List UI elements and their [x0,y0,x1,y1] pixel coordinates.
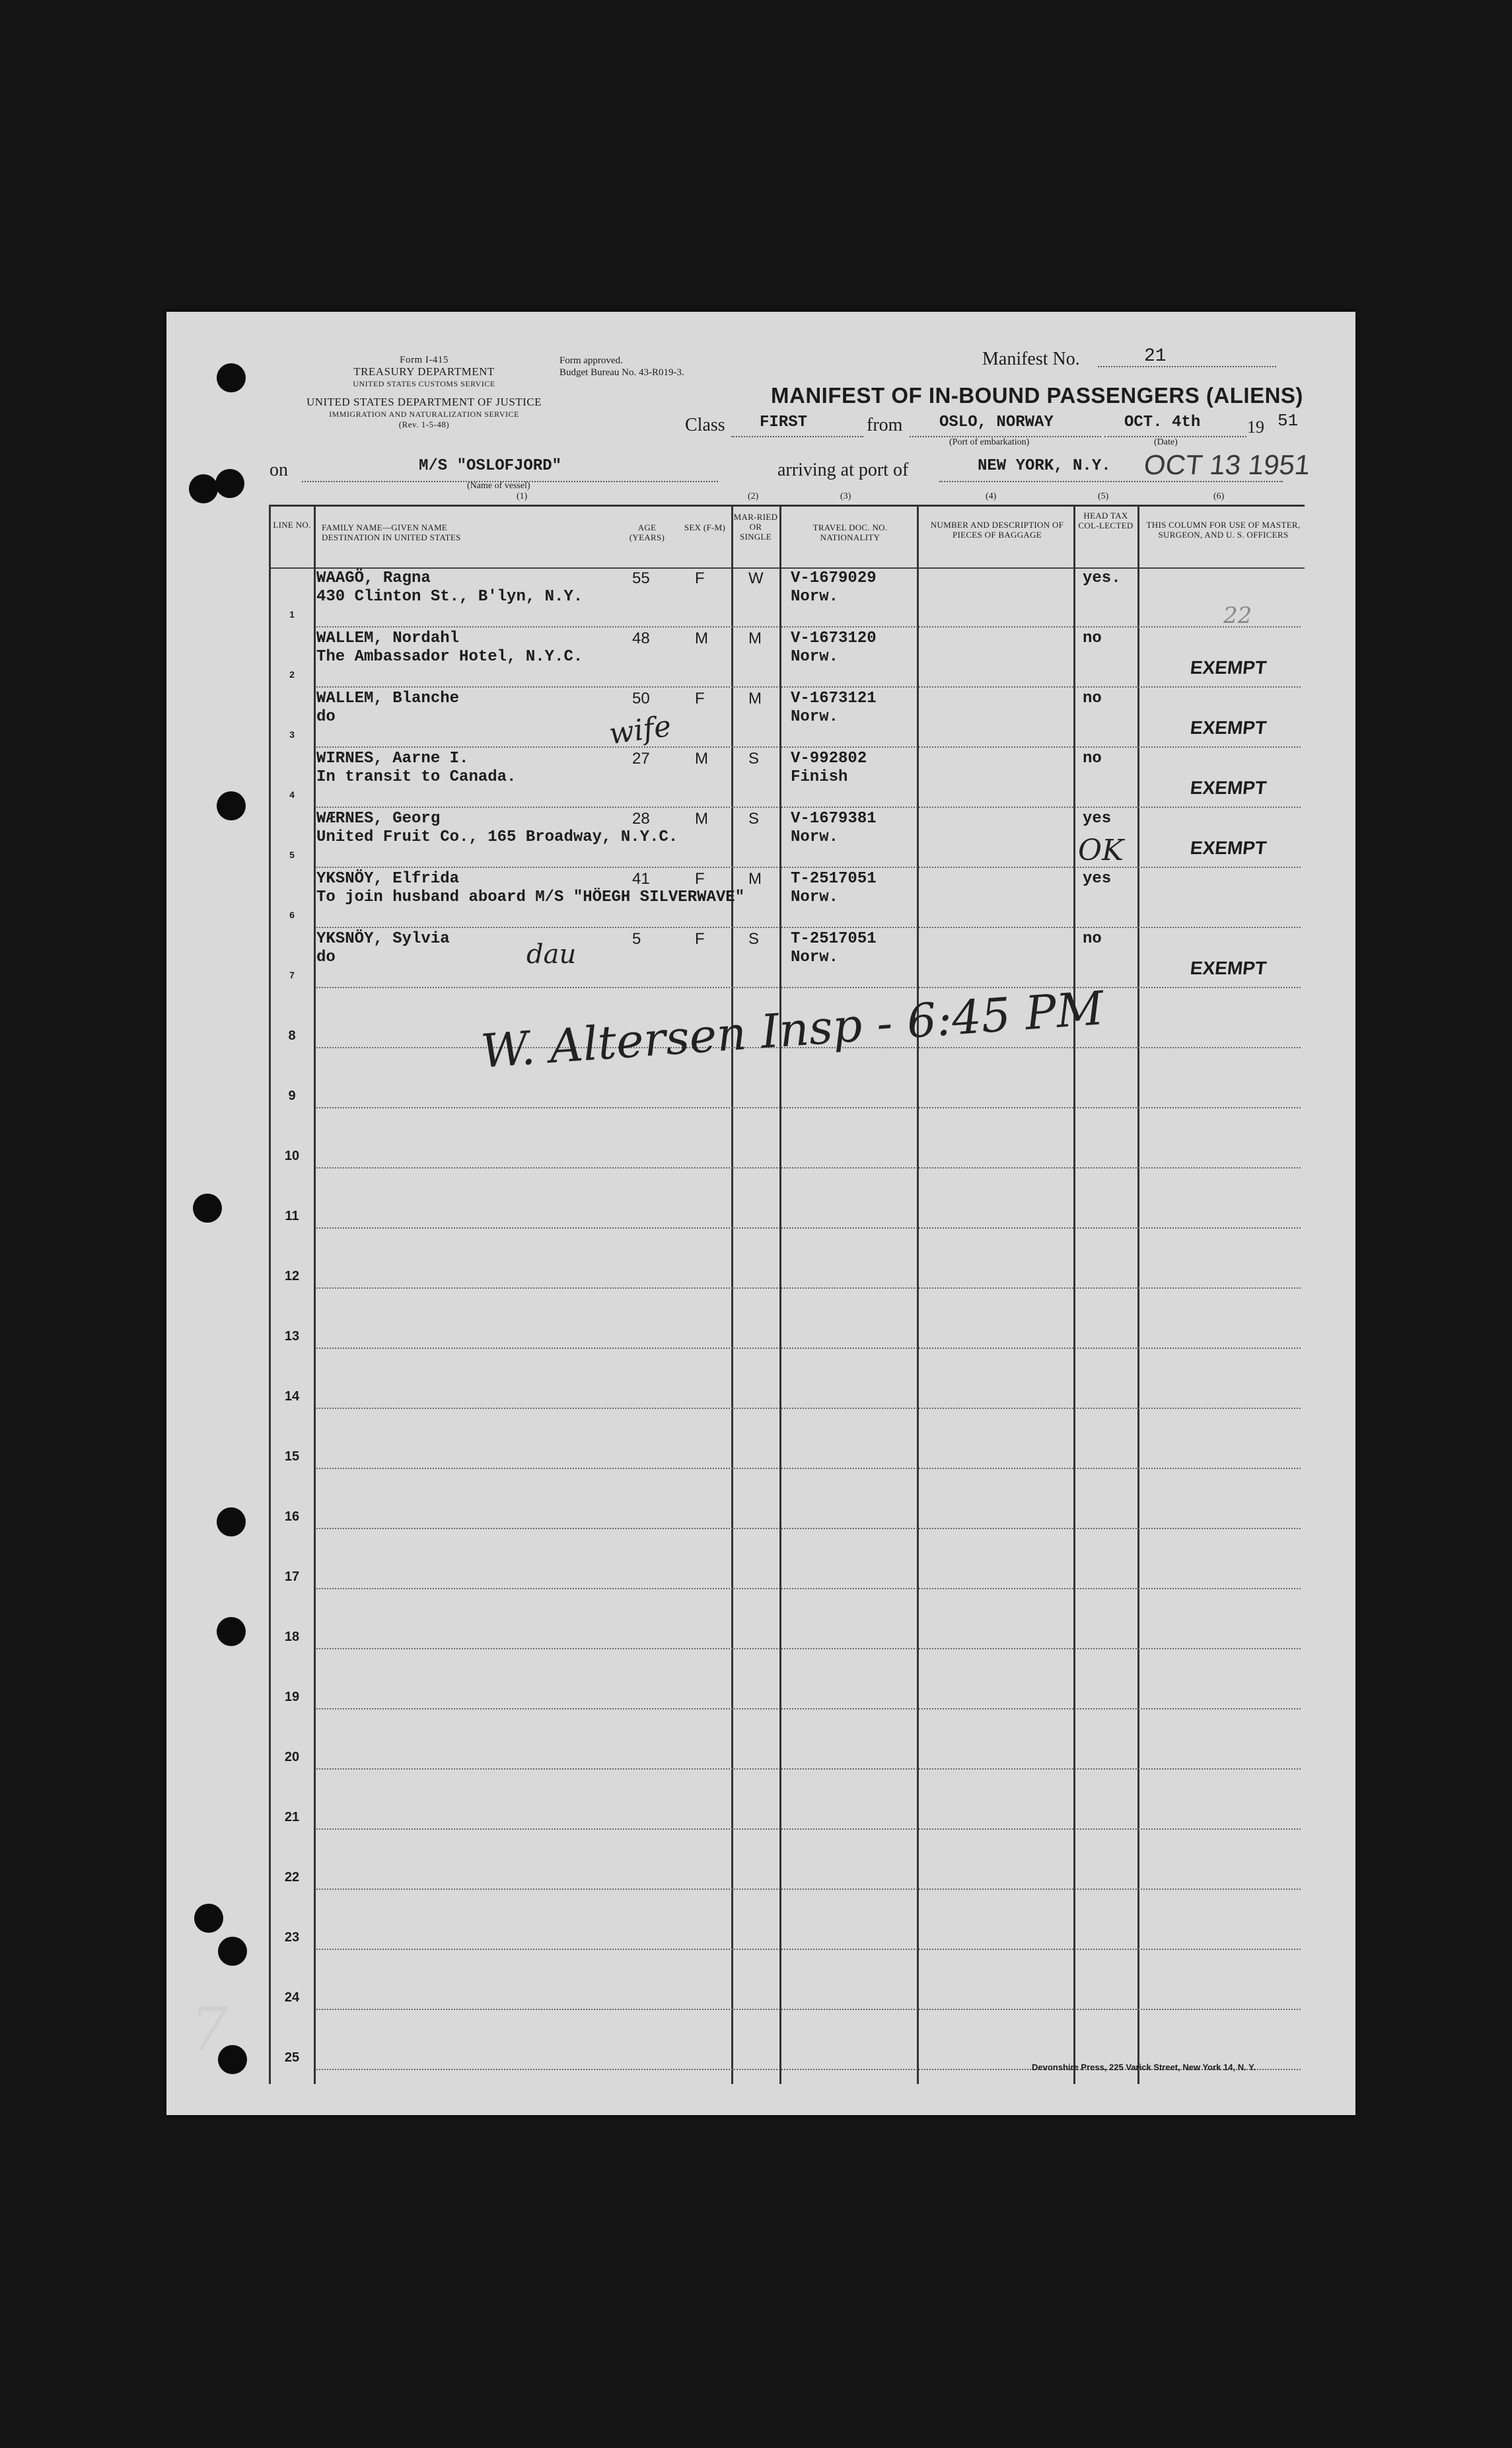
col-line-0 [269,507,271,2084]
row-separator [316,1287,1301,1289]
col-header-age: AGE (YEARS) [629,522,665,542]
row-separator [316,1708,1301,1710]
row-separator [316,1949,1301,1950]
col-line-6 [1137,507,1139,2084]
nationality: Norw. [791,949,839,966]
vessel-col-ref: (1) [517,491,528,501]
row-line-number: 8 [288,1028,296,1043]
head-tax: no [1083,930,1102,948]
passenger-name: WIRNES, Aarne I. [316,750,469,768]
passenger-name: YKSNÖY, Elfrida [316,870,460,888]
ok-mark: OK [1078,834,1124,867]
margin-mark: 22 [1223,602,1252,629]
passenger-age: 28 [632,810,650,828]
row-line-number: 3 [289,729,295,740]
justice-dept: UNITED STATES DEPARTMENT OF JUSTICE [306,396,542,408]
vessel-caption: (Name of vessel) [467,481,530,491]
head-tax: yes [1083,810,1112,828]
punch-hole [218,1937,247,1966]
punch-hole [217,1507,246,1536]
header-divider [269,567,1305,569]
travel-doc-number: V-992802 [791,750,867,768]
punch-hole [217,1617,246,1646]
officer-stamp: EXEMPT [1189,777,1268,798]
head-tax: yes. [1083,569,1121,587]
travel-doc-number: V-1679029 [791,569,877,587]
travel-doc-number: T-2517051 [791,930,877,948]
col-ref-3: (3) [840,491,851,501]
row-line-number: 18 [284,1630,300,1644]
row-line-number: 25 [284,2050,300,2065]
col-line-3 [779,507,781,2084]
passenger-destination: The Ambassador Hotel, N.Y.C. [316,648,583,666]
manifest-no-line [1098,366,1276,367]
passenger-marital: S [748,930,760,948]
col-ref-2: (2) [748,491,759,501]
officer-stamp: EXEMPT [1189,838,1268,858]
arrival-date-stamp: OCT 13 1951 [1142,449,1312,480]
treasury-dept: TREASURY DEPARTMENT [353,365,495,378]
travel-doc-number: T-2517051 [791,870,877,888]
col-ref-4: (4) [986,491,997,501]
embark-date: OCT. 4th [1124,414,1201,431]
passenger-age: 41 [632,870,650,888]
officer-stamp: EXEMPT [1189,717,1268,738]
passenger-sex: M [695,630,708,647]
year-value: 51 [1278,411,1299,431]
col-line-4 [917,507,919,2084]
col-ref-6: (6) [1213,491,1225,501]
officer-stamp: EXEMPT [1189,958,1268,978]
head-tax: no [1083,750,1102,768]
row-separator [316,1528,1301,1529]
col-header-tax: HEAD TAX COL-LECTED [1078,511,1134,530]
col-line-1 [314,507,316,2084]
row-line-number: 7 [289,970,295,980]
row-separator [316,927,1301,928]
row-line-number: 16 [284,1509,300,1524]
punch-hole [194,1904,223,1933]
passenger-age: 50 [632,690,650,707]
col-header-travel: TRAVEL DOC. NO. NATIONALITY [812,522,888,542]
punch-hole [217,791,246,820]
row-line-number: 12 [284,1269,300,1283]
row-line-number: 5 [289,849,295,860]
passenger-destination: 430 Clinton St., B'lyn, N.Y. [316,588,583,606]
arrival-port: NEW YORK, N.Y. [978,457,1111,475]
customs-service: UNITED STATES CUSTOMS SERVICE [353,379,495,388]
row-separator [316,1889,1301,1890]
passenger-name: WALLEM, Blanche [316,690,460,707]
col-header-baggage: NUMBER AND DESCRIPTION OF PIECES OF BAGGAGE [930,520,1064,540]
passenger-sex: F [695,870,705,888]
revision: (Rev. 1-5-48) [398,419,450,429]
vessel-name: M/S "OSLOFJORD" [419,457,562,475]
row-separator [316,1648,1301,1649]
travel-doc-number: V-1679381 [791,810,877,828]
officer-stamp: EXEMPT [1189,657,1268,678]
manifest-title: MANIFEST OF IN-BOUND PASSENGERS (ALIENS) [771,383,1303,408]
row-separator [316,1348,1301,1349]
row-separator [316,1768,1301,1770]
row-line-number: 2 [289,669,295,680]
col-line-2 [731,507,733,2084]
row-separator [316,1167,1301,1169]
passenger-marital: S [748,810,760,828]
row-separator [316,867,1301,868]
passenger-name: WÆRNES, Georg [316,810,441,828]
passenger-marital: W [748,569,764,587]
class-label: Class [685,415,725,435]
row-separator [316,1828,1301,1830]
manifest-number: 21 [1144,346,1167,367]
row-line-number: 19 [284,1690,300,1704]
passenger-marital: M [748,630,762,647]
row-line-number: 24 [284,1990,300,2005]
row-line-number: 1 [289,609,295,620]
punch-hole [189,474,218,503]
passenger-destination: In transit to Canada. [316,768,517,786]
printer-imprint: Devonshire Press, 225 Varick Street, New York 14, N. Y. [1032,2062,1256,2072]
wife-annotation: wife [606,709,674,752]
punch-hole [193,1194,222,1223]
head-tax: no [1083,690,1102,707]
col-header-line: LINE NO. [273,520,311,530]
embarkation-caption: (Port of embarkation) [949,437,1030,447]
row-line-number: 23 [284,1930,300,1945]
passenger-sex: F [695,930,705,948]
row-line-number: 6 [289,910,295,920]
passenger-marital: M [748,870,762,888]
inspector-signature: W. Altersen Insp - 6:45 PM [479,981,1106,1079]
row-line-number: 17 [284,1569,300,1584]
col-header-sex: SEX (F-M) [684,522,726,532]
class-value: FIRST [760,414,808,431]
nationality: Norw. [791,888,839,906]
col-header-name: FAMILY NAME—GIVEN NAME DESTINATION IN UNITED STATES [322,522,461,542]
row-separator [316,2009,1301,2010]
row-separator [316,626,1301,628]
passenger-age: 55 [632,569,650,587]
row-line-number: 9 [288,1089,296,1103]
row-line-number: 15 [284,1449,300,1464]
row-line-number: 11 [285,1209,299,1223]
row-line-number: 20 [284,1750,300,1764]
passenger-marital: S [748,750,760,768]
row-line-number: 22 [284,1870,300,1885]
arriving-label: arriving at port of [777,460,909,480]
col-ref-5: (5) [1098,491,1109,501]
row-separator [316,1408,1301,1409]
embarkation-port: OSLO, NORWAY [939,414,1054,431]
punch-hole [217,363,246,392]
form-approved: Form approved. [559,355,623,366]
passenger-sex: F [695,690,705,707]
manifest-label: Manifest No. [982,349,1080,369]
col-header-officers: THIS COLUMN FOR USE OF MASTER, SURGEON, AND U. S. OFFICERS [1146,520,1301,540]
passenger-destination: United Fruit Co., 165 Broadway, N.Y.C. [316,828,678,846]
row-line-number: 14 [284,1389,300,1404]
row-line-number: 4 [289,789,295,800]
row-line-number: 21 [284,1810,300,1824]
dau-annotation: dau [526,939,577,970]
class-line [731,436,863,437]
passenger-destination: To join husband aboard M/S "HÖEGH SILVERWAVE" [316,888,745,906]
port-line [939,481,1283,482]
row-separator [316,807,1301,808]
row-separator [316,746,1301,748]
col-header-married: MAR-RIED OR SINGLE [733,512,778,542]
corner-mark: 7 [190,1995,229,2064]
row-separator [316,1588,1301,1589]
nationality: Norw. [791,828,839,846]
passenger-name: WALLEM, Nordahl [316,630,460,647]
passenger-name: YKSNÖY, Sylvia [316,930,450,948]
punch-hole [215,469,244,498]
ins-service: IMMIGRATION AND NATURALIZATION SERVICE [329,410,519,419]
passenger-sex: M [695,810,708,828]
row-separator [316,1107,1301,1108]
nationality: Norw. [791,588,839,606]
row-separator [316,1468,1301,1469]
on-label: on [270,460,288,480]
passenger-name: WAAGÖ, Ragna [316,569,431,587]
passenger-destination: do [316,949,336,966]
year-prefix: 19 [1247,417,1264,437]
col-line-5 [1073,507,1075,2084]
row-line-number: 13 [284,1329,300,1344]
from-label: from [867,415,903,435]
row-line-number: 10 [284,1149,300,1163]
row-separator [316,686,1301,688]
head-tax: yes [1083,870,1112,888]
passenger-marital: M [748,690,762,707]
head-tax: no [1083,630,1102,647]
passenger-sex: M [695,750,708,768]
passenger-age: 27 [632,750,650,768]
passenger-age: 5 [632,930,641,948]
travel-doc-number: V-1673120 [791,630,877,647]
passenger-destination: do [316,708,336,726]
passenger-age: 48 [632,630,650,647]
budget-bureau: Budget Bureau No. 43-R019-3. [559,367,684,378]
form-number: Form I-415 [400,355,449,365]
row-separator [316,1227,1301,1229]
nationality: Norw. [791,648,839,666]
manifest-page [166,312,1355,2115]
travel-doc-number: V-1673121 [791,690,877,707]
passenger-table [269,505,1305,2084]
date-caption: (Date) [1154,437,1178,447]
nationality: Finish [791,768,848,786]
row-separator [316,987,1301,988]
nationality: Norw. [791,708,839,726]
passenger-sex: F [695,569,705,587]
